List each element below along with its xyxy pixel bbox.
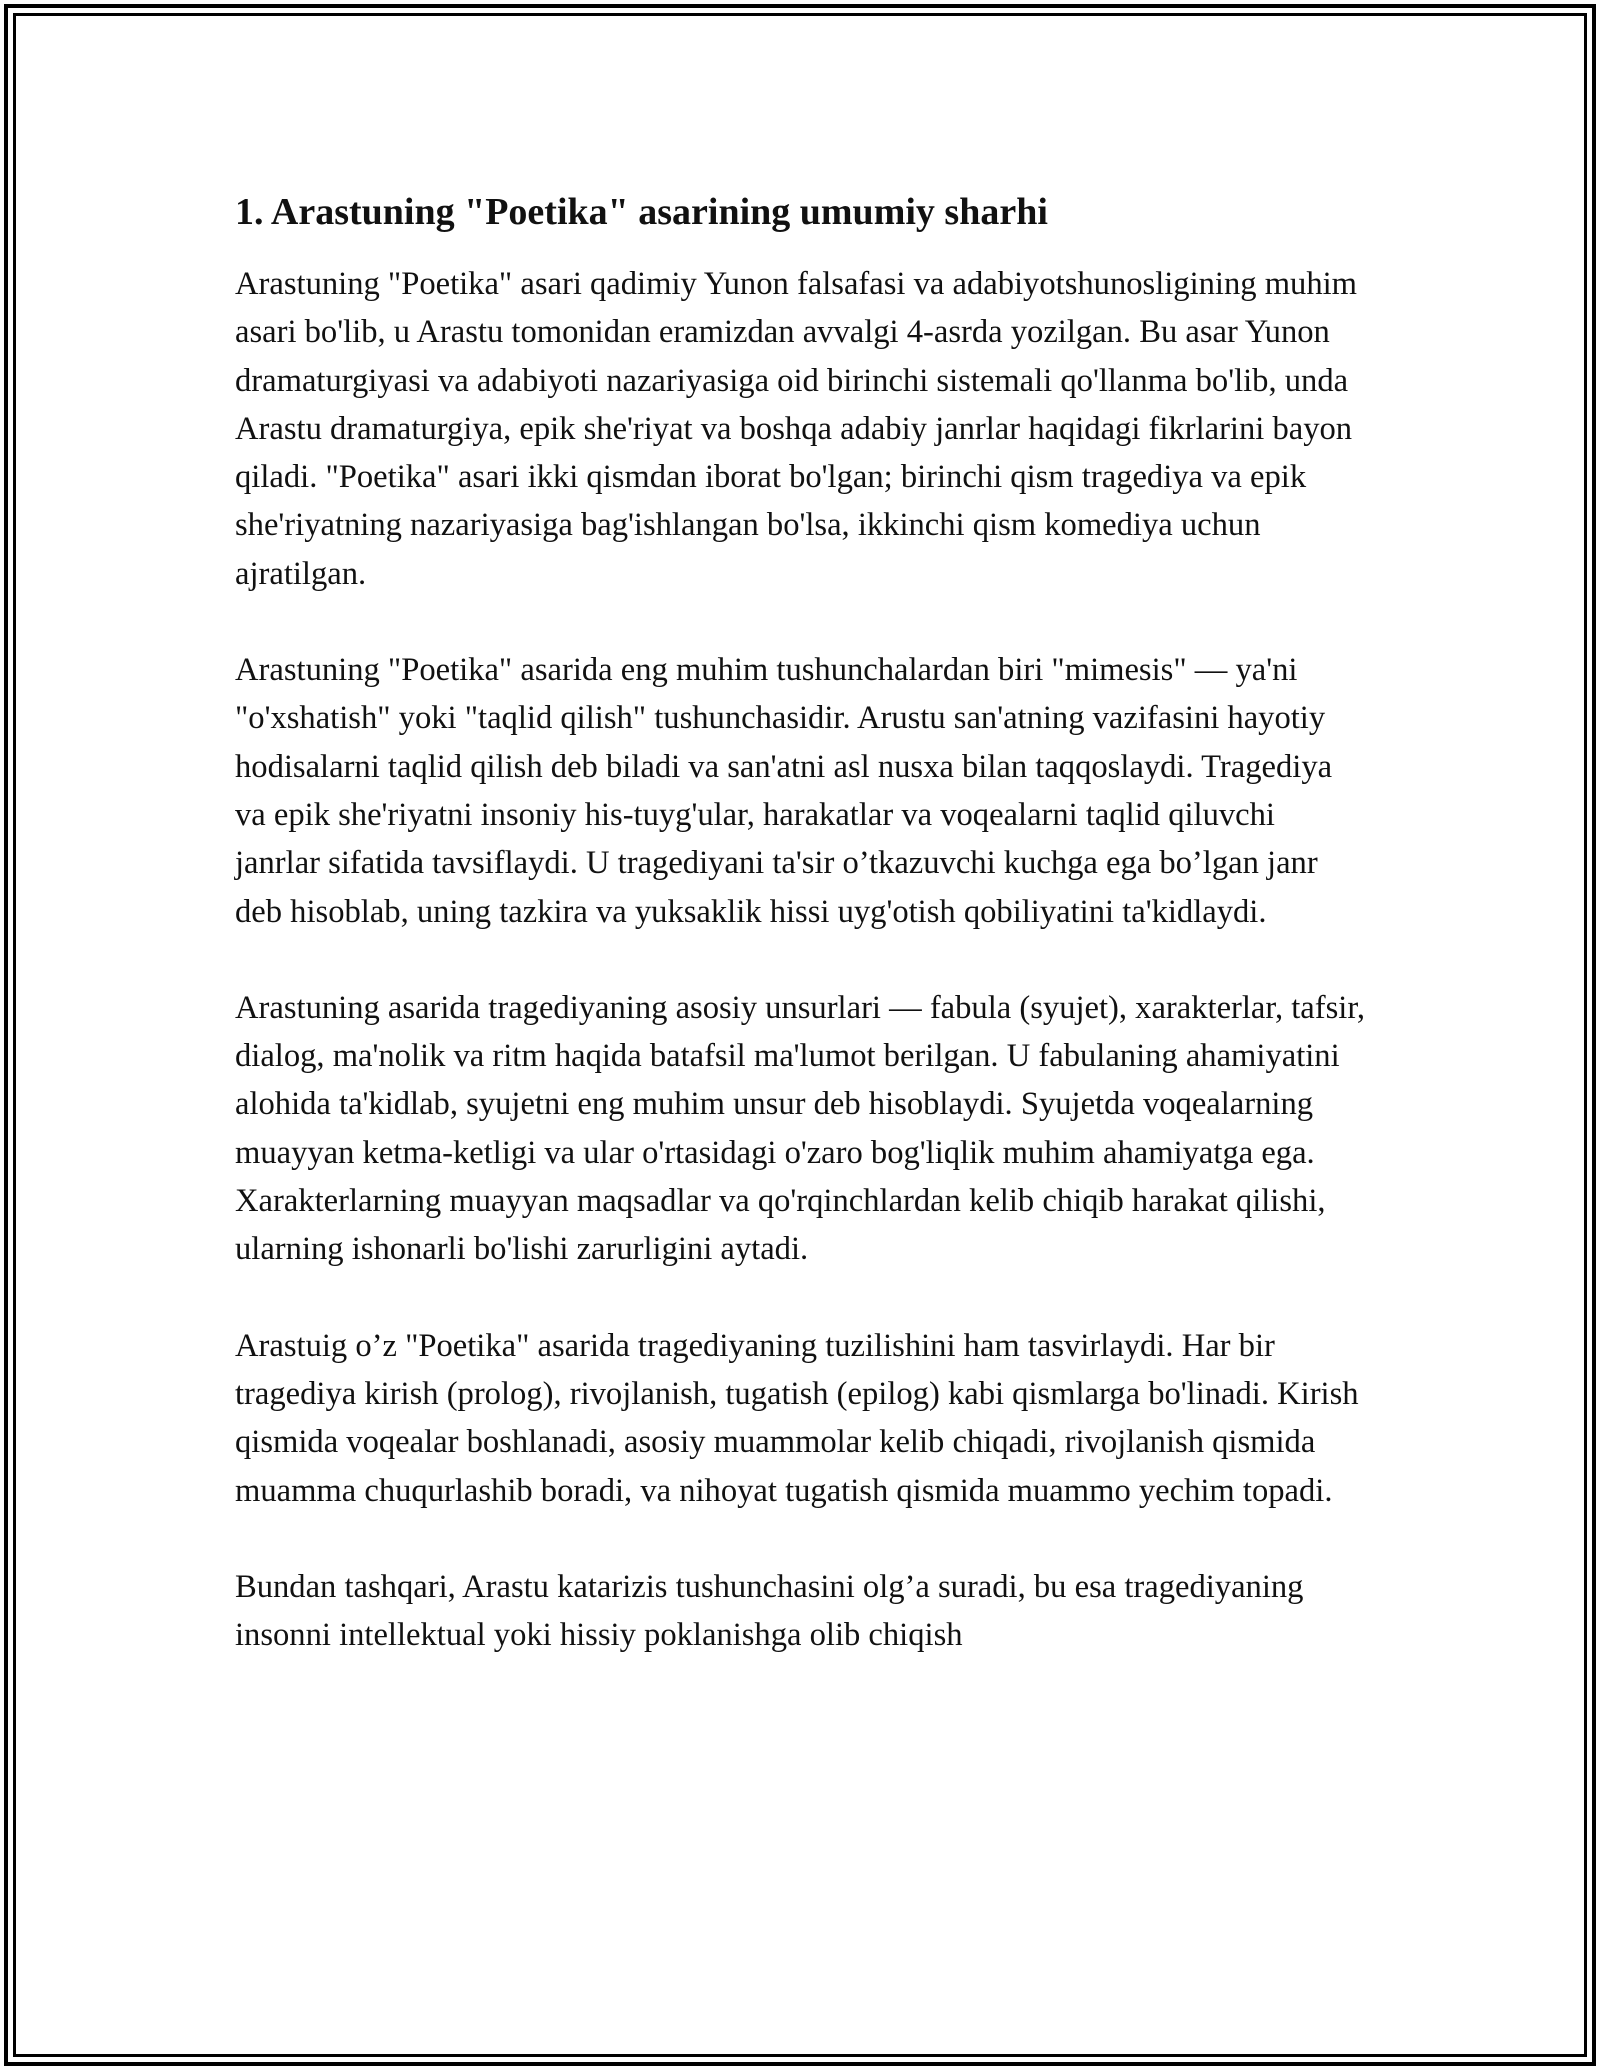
paragraph-1: Arastuning "Poetika" asari qadimiy Yunon falsafasi va adabiyotshunosligining muhim asari bo'lib, u Arastu tomonidan eramizdan avvalgi 4-asrda yozilgan. Bu asar Yunon dramaturgiyasi va adabiyoti nazariyasiga oid birinchi sistemali qo'llanma bo'lib, unda Arastu dramaturgiya, epik she'riyat va boshqa adabiy janrlar haqidagi fikrlarini bayon qiladi. "Poetika" asari ikki qismdan iborat bo'lgan; birinchi qism tragediya va epik she'riyatning nazariyasiga bag'ishlangan bo'lsa, ikkinchi qism komediya uchun ajratilgan. xyxy=(235,266,1358,592)
section-heading: 1. Arastuning "Poetika" asarining umumiy sharhi xyxy=(235,191,1048,233)
paragraph-2: Arastuning "Poetika" asarida eng muhim tushunchalardan biri "mimesis" — ya'ni "o'xshatish" yoki "taqlid qilish" tushunchasidir. Arustu san'atning vazifasini hayotiy hodisalarni taqlid qilish deb biladi va san'atni asl nusxa bilan taqqoslaydi. Tragediya va epik she'riyatni insoniy his-tuyg'ular, harakatlar va voqealarni taqlid qiluvchi janrlar sifatida tavsiflaydi. U tragediyani ta'sir o’tkazuvchi kuchga ega bo’lgan janr deb hisoblab, uning tazkira va yuksaklik hissi uyg'otish qobiliyatini ta'kidlaydi. xyxy=(235,652,1333,930)
paragraph-5: Bundan tashqari, Arastu katarizis tushunchasini olg’a suradi, bu esa tragediyaning insonni intellektual yoki hissiy poklanishga olib chiqish xyxy=(235,1568,1304,1654)
document-body xyxy=(235,186,1365,1659)
paragraph-3: Arastuning asarida tragediyaning asosiy unsurlari — fabula (syujet), xarakterlar, tafsir, dialog, ma'nolik va ritm haqida batafsil ma'lumot berilgan. U fabulaning ahamiyatini alohida ta'kidlab, syujetni eng muhim unsur deb hisoblaydi. Syujetda voqealarning muayyan ketma-ketligi va ular o'rtasidagi o'zaro bog'liqlik muhim ahamiyatga ega. Xarakterlarning muayyan maqsadlar va qo'rqinchlardan kelib chiqib harakat qilishi, ularning ishonarli bo'lishi zarurligini aytadi. xyxy=(235,989,1366,1268)
paragraph-4: Arastuig o’z "Poetika" asarida tragediyaning tuzilishini ham tasvirlaydi. Har bir tragediya kirish (prolog), rivojlanish, tugatish (epilog) kabi qismlarga bo'linadi. Kirish qismida voqealar boshlanadi, asosiy muammolar kelib chiqadi, rivojlanish qismida muamma chuqurlashib boradi, va nihoyat tugatish qismida muammo yechim topadi. xyxy=(235,1327,1359,1509)
